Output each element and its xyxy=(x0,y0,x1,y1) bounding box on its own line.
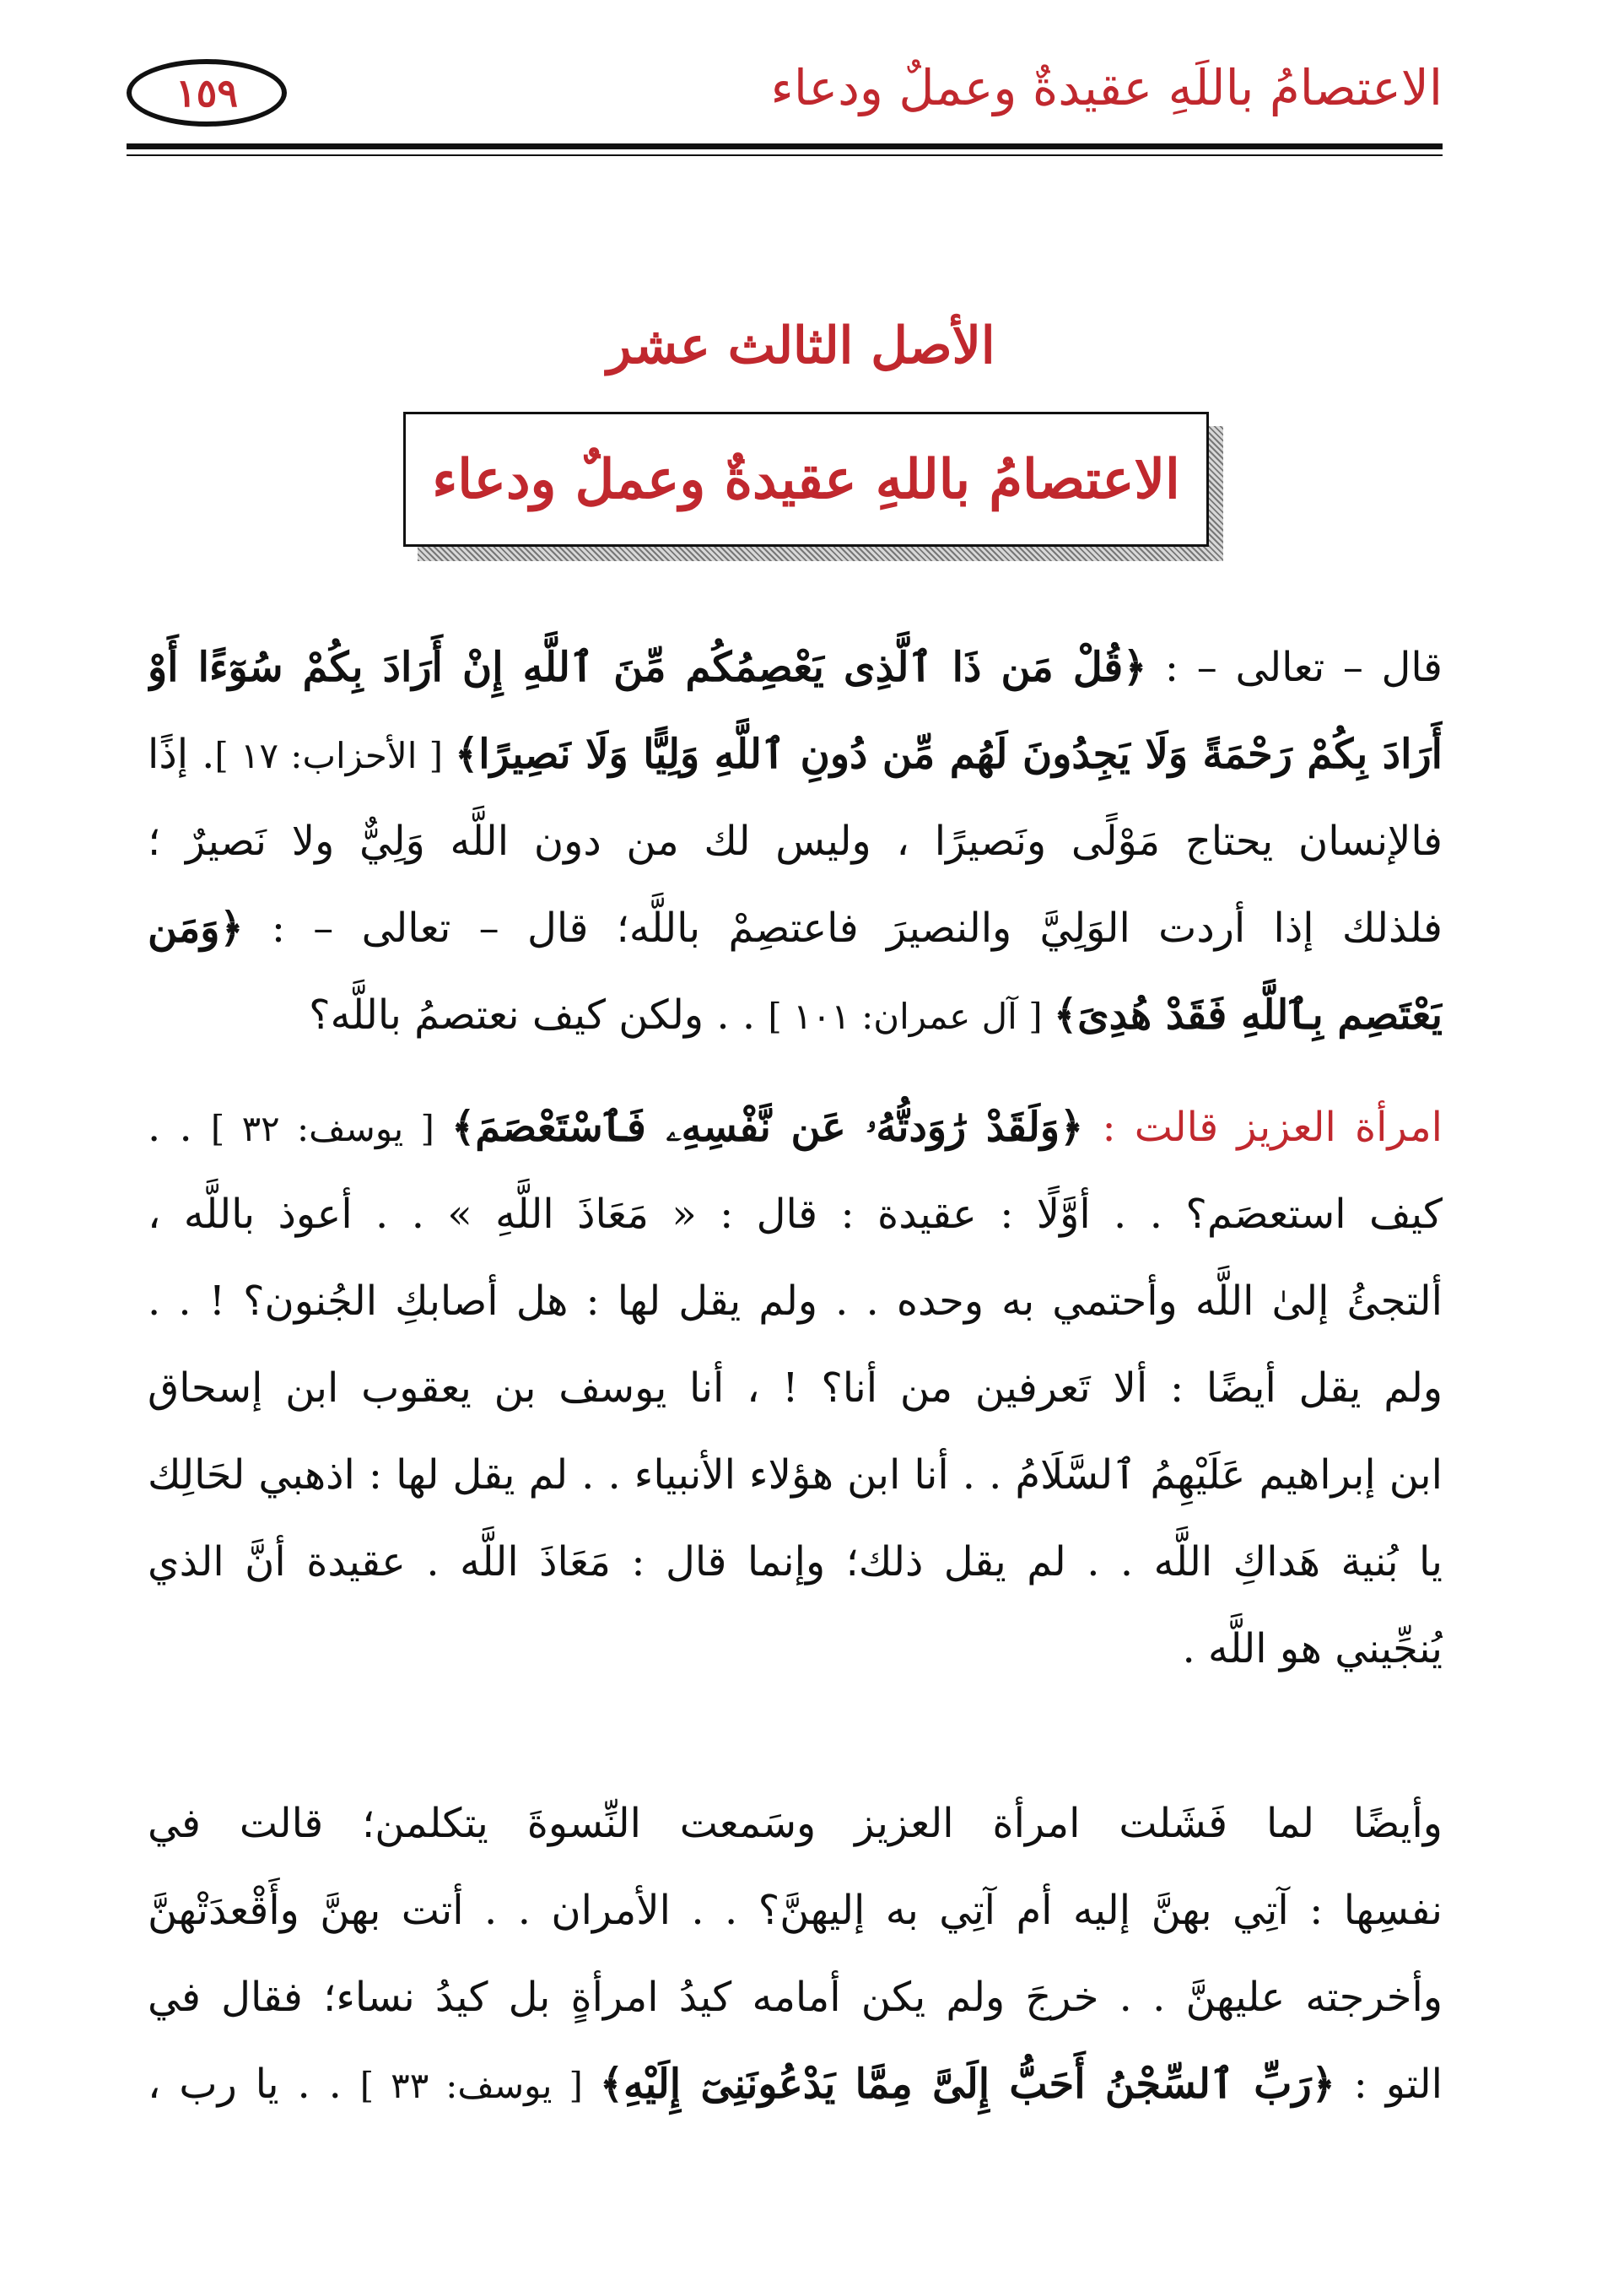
text-run: فلذلك إذا أردت الوَلِيَّ والنصيرَ فاعتصِمْ باللَّه؛ قال – تعالى – : xyxy=(243,905,1443,952)
text-line xyxy=(148,885,1443,972)
verse-reference: [ آل عمران: ١٠١ ] xyxy=(768,996,1054,1037)
verse-reference: [ يوسف: ٣٢ ] xyxy=(210,1108,452,1149)
text-line: وأخرجته عليهنَّ . . خرجَ ولم يكن أمامه كيدُ امرأةٍ بل كيدُ نساء؛ فقال في xyxy=(148,1974,1443,2021)
quran-verse: ﴿رَبِّ ٱلسِّجْنُ أَحَبُّ إِلَىَّ مِمَّا يَدْعُونَنِىٓ إِلَيْهِ﴾ xyxy=(599,2061,1335,2108)
paragraph-1 xyxy=(148,624,1443,1059)
text-line: يا بُنية هَداكِ اللَّه . . لم يقل ذلك؛ وإنما قال : مَعَاذَ اللَّه . عقيدة أنَّ الذي xyxy=(148,1538,1443,1586)
text-line xyxy=(148,1084,1443,1171)
text-line xyxy=(148,972,1443,1059)
text-line: كيف استعصَم؟ . . أوَّلًا : عقيدة : قال : « مَعَاذَ اللَّهِ » . . أعوذ باللَّه ، xyxy=(148,1191,1443,1238)
section-title-box xyxy=(403,412,1209,547)
paragraph-2 xyxy=(148,1084,1443,1693)
page-number: ١٥٩ xyxy=(127,59,287,127)
quran-verse: ﴿قُلْ مَن ذَا ٱلَّذِى يَعْصِمُكُم مِّنَ ٱللَّهِ إِنْ أَرَادَ بِكُمْ سُوٓءًا أَوْ xyxy=(148,644,1147,691)
text-line xyxy=(148,711,1443,798)
text-run: . . ولكن كيف نعتصمُ باللَّه؟ xyxy=(309,991,769,1039)
text-line: وأيضًا لما فَشَلت امرأة العزيز وسَمعت النِّسوةَ يتكلمن؛ قالت في xyxy=(148,1800,1443,1847)
section-title: الاعتصامُ باللهِ عقيدةٌ وعملٌ ودعاء xyxy=(432,447,1180,511)
text-run: . . يا رب ، xyxy=(148,2061,360,2108)
text-line: ألتجئُ إلىٰ اللَّه وأحتمي به وحده . . ولم يقل لها : هل أصابكِ الجُنون؟ ! . . xyxy=(148,1278,1443,1325)
quran-verse: يَعْتَصِم بِٱللَّهِ فَقَدْ هُدِىَ﴾ xyxy=(1053,991,1443,1039)
text-line: نفسِها : آتِي بهنَّ إليه أم آتِي به إليهنَّ؟ . . الأمران . . أتت بهنَّ وأَقْعدَتْهنَّ xyxy=(148,1887,1443,1934)
text-run: . إذًا xyxy=(148,731,215,778)
quran-verse: ﴿وَلَقَدْ رَٰوَدتُّهُۥ عَن نَّفْسِهِۦ فَٱسْتَعْصَمَ﴾ xyxy=(451,1104,1084,1151)
text-line: يُنجِّيني هو اللَّه . xyxy=(1182,1625,1443,1672)
running-title: الاعتصامُ باللَهِ عقيدةٌ وعملٌ ودعاء xyxy=(770,59,1443,116)
text-line xyxy=(148,2041,1443,2128)
text-line: فالإنسان يحتاج مَوْلًى ونَصيرًا ، وليس لك من دون اللَّه وَلِيٌّ ولا نَصيرٌ ؛ xyxy=(148,818,1443,865)
quran-verse: أَرَادَ بِكُمْ رَحْمَةً وَلَا يَجِدُونَ لَهُم مِّن دُونِ ٱللَّهِ وَلِيًّا وَلَا نَصِيرًا﴾ xyxy=(455,731,1443,778)
header-rule-thick xyxy=(127,143,1443,149)
text-line: ولم يقل أيضًا : ألا تَعرفين من أنا؟ ! ، أنا يوسف بن يعقوب ابن إسحاق xyxy=(148,1364,1443,1412)
text-line xyxy=(148,624,1443,711)
paragraph-3 xyxy=(148,1780,1443,2128)
text-run: التو : xyxy=(1335,2061,1443,2108)
text-line: ابن إبراهيم عَلَيْهِمُ ٱلسَّلَامُ . . أنا ابن هؤلاء الأنبياء . . لم يقل لها : اذهبي لحَالِك xyxy=(148,1451,1443,1499)
quran-verse: ﴿وَمَن xyxy=(148,905,244,952)
verse-reference: [ يوسف: ٣٣ ] xyxy=(359,2065,600,2106)
section-label: الأصل الثالث عشر xyxy=(607,316,995,375)
highlighted-text: امرأة العزيز قالت : xyxy=(1083,1104,1443,1151)
text-run: قال – تعالى – : xyxy=(1146,644,1443,691)
page-header xyxy=(127,51,1443,143)
verse-reference: [ الأحزاب: ١٧ ] xyxy=(214,735,456,776)
header-rule-thin xyxy=(127,154,1443,156)
text-run: . . xyxy=(148,1104,211,1151)
